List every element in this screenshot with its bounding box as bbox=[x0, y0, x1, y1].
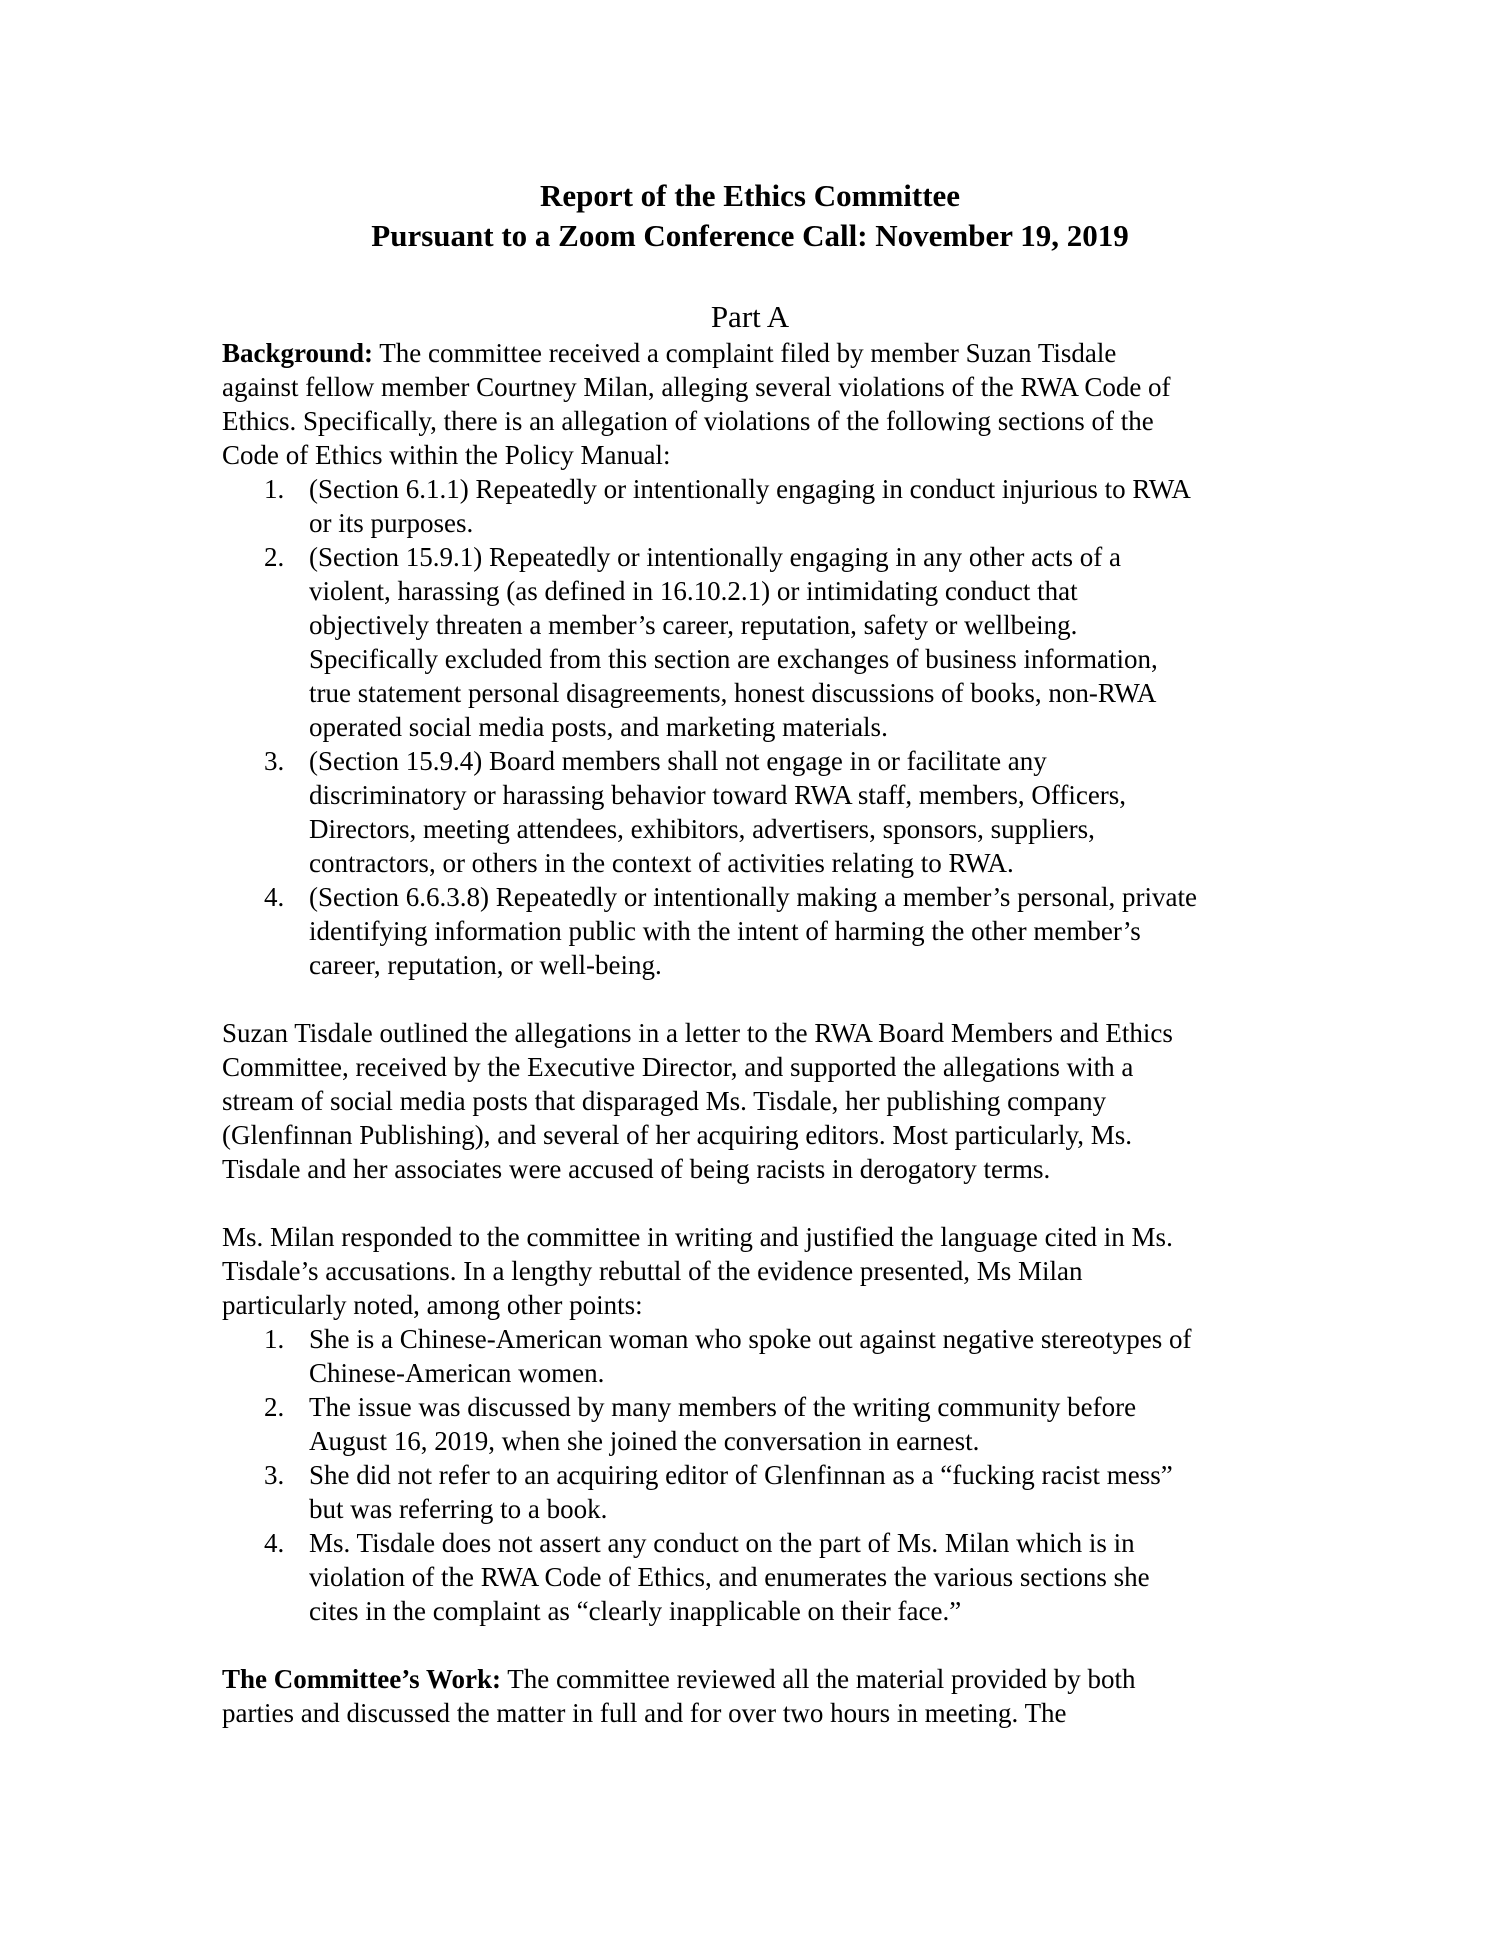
list-number: 1. bbox=[264, 1324, 285, 1354]
list-number: 2. bbox=[264, 1392, 285, 1422]
allegation-line: contractors, or others in the context of activities relating to RWA. bbox=[309, 848, 1014, 878]
list-number: 1. bbox=[264, 474, 285, 504]
allegation-line: objectively threaten a member’s career, reputation, safety or wellbeing. bbox=[309, 610, 1078, 640]
allegation-line: Specifically excluded from this section are exchanges of business information, bbox=[309, 644, 1158, 674]
allegation-line: (Section 6.6.3.8) Repeatedly or intentionally making a member’s personal, private bbox=[309, 882, 1198, 912]
allegation-line: true statement personal disagreements, honest discussions of books, non-RWA bbox=[309, 678, 1157, 708]
list-number: 3. bbox=[264, 746, 285, 776]
point-line: The issue was discussed by many members of the writing community before bbox=[309, 1392, 1137, 1422]
point-line: Chinese-American women. bbox=[309, 1358, 605, 1388]
list-number: 3. bbox=[264, 1460, 285, 1490]
background-line: Code of Ethics within the Policy Manual: bbox=[222, 440, 671, 470]
paragraph-line: (Glenfinnan Publishing), and several of her acquiring editors. Most particularly, Ms. bbox=[222, 1120, 1133, 1150]
allegation-line: violent, harassing (as defined in 16.10.2.1) or intimidating conduct that bbox=[309, 576, 1078, 606]
paragraph-line: Committee, received by the Executive Director, and supported the allegations with a bbox=[222, 1052, 1134, 1082]
paragraph-line: stream of social media posts that disparaged Ms. Tisdale, her publishing company bbox=[222, 1086, 1107, 1116]
document-subtitle: Pursuant to a Zoom Conference Call: November 19, 2019 bbox=[371, 218, 1129, 253]
point-line: violation of the RWA Code of Ethics, and enumerates the various sections she bbox=[309, 1562, 1150, 1592]
allegation-line: (Section 15.9.1) Repeatedly or intentionally engaging in any other acts of a bbox=[309, 542, 1122, 572]
allegation-line: career, reputation, or well-being. bbox=[309, 950, 662, 980]
paragraph-line: Tisdale and her associates were accused of being racists in derogatory terms. bbox=[222, 1154, 1051, 1184]
committee-work-label: The Committee’s Work: bbox=[222, 1664, 501, 1694]
background-label: Background: bbox=[222, 338, 374, 368]
document-title: Report of the Ethics Committee bbox=[539, 178, 961, 213]
allegation-line: operated social media posts, and marketing materials. bbox=[309, 712, 888, 742]
point-line: cites in the complaint as “clearly inapplicable on their face.” bbox=[309, 1596, 962, 1626]
point-line: She is a Chinese-American woman who spoke out against negative stereotypes of bbox=[309, 1324, 1192, 1354]
background-line: Background: The committee received a complaint filed by member Suzan Tisdale bbox=[222, 338, 1117, 368]
allegation-line: (Section 6.1.1) Repeatedly or intentionally engaging in conduct injurious to RWA bbox=[309, 474, 1191, 504]
paragraph-line: Ms. Milan responded to the committee in writing and justified the language cited in Ms. bbox=[222, 1222, 1173, 1252]
list-number: 4. bbox=[264, 1528, 285, 1558]
paragraph-line: parties and discussed the matter in full and for over two hours in meeting. The bbox=[222, 1698, 1067, 1728]
allegation-line: or its purposes. bbox=[309, 508, 474, 538]
paragraph-line: Suzan Tisdale outlined the allegations in a letter to the RWA Board Members and Ethics bbox=[222, 1018, 1173, 1048]
list-number: 2. bbox=[264, 542, 285, 572]
list-number: 4. bbox=[264, 882, 285, 912]
part-heading: Part A bbox=[710, 299, 790, 334]
allegation-line: discriminatory or harassing behavior toward RWA staff, members, Officers, bbox=[309, 780, 1127, 810]
point-line: but was referring to a book. bbox=[309, 1494, 608, 1524]
paragraph-line: particularly noted, among other points: bbox=[222, 1290, 643, 1320]
point-line: She did not refer to an acquiring editor of Glenfinnan as a “fucking racist mess” bbox=[309, 1460, 1173, 1490]
paragraph-line: The Committee’s Work: The committee reviewed all the material provided by both bbox=[222, 1664, 1136, 1694]
allegation-line: identifying information public with the intent of harming the other member’s bbox=[309, 916, 1141, 946]
allegation-line: (Section 15.9.4) Board members shall not engage in or facilitate any bbox=[309, 746, 1047, 776]
point-line: August 16, 2019, when she joined the conversation in earnest. bbox=[309, 1426, 980, 1456]
point-line: Ms. Tisdale does not assert any conduct on the part of Ms. Milan which is in bbox=[309, 1528, 1135, 1558]
background-line: Ethics. Specifically, there is an allegation of violations of the following sections of the bbox=[222, 406, 1154, 436]
paragraph-line: Tisdale’s accusations. In a lengthy rebuttal of the evidence presented, Ms Milan bbox=[222, 1256, 1083, 1286]
background-line: against fellow member Courtney Milan, alleging several violations of the RWA Code of bbox=[222, 372, 1171, 402]
allegation-line: Directors, meeting attendees, exhibitors, advertisers, sponsors, suppliers, bbox=[309, 814, 1095, 844]
